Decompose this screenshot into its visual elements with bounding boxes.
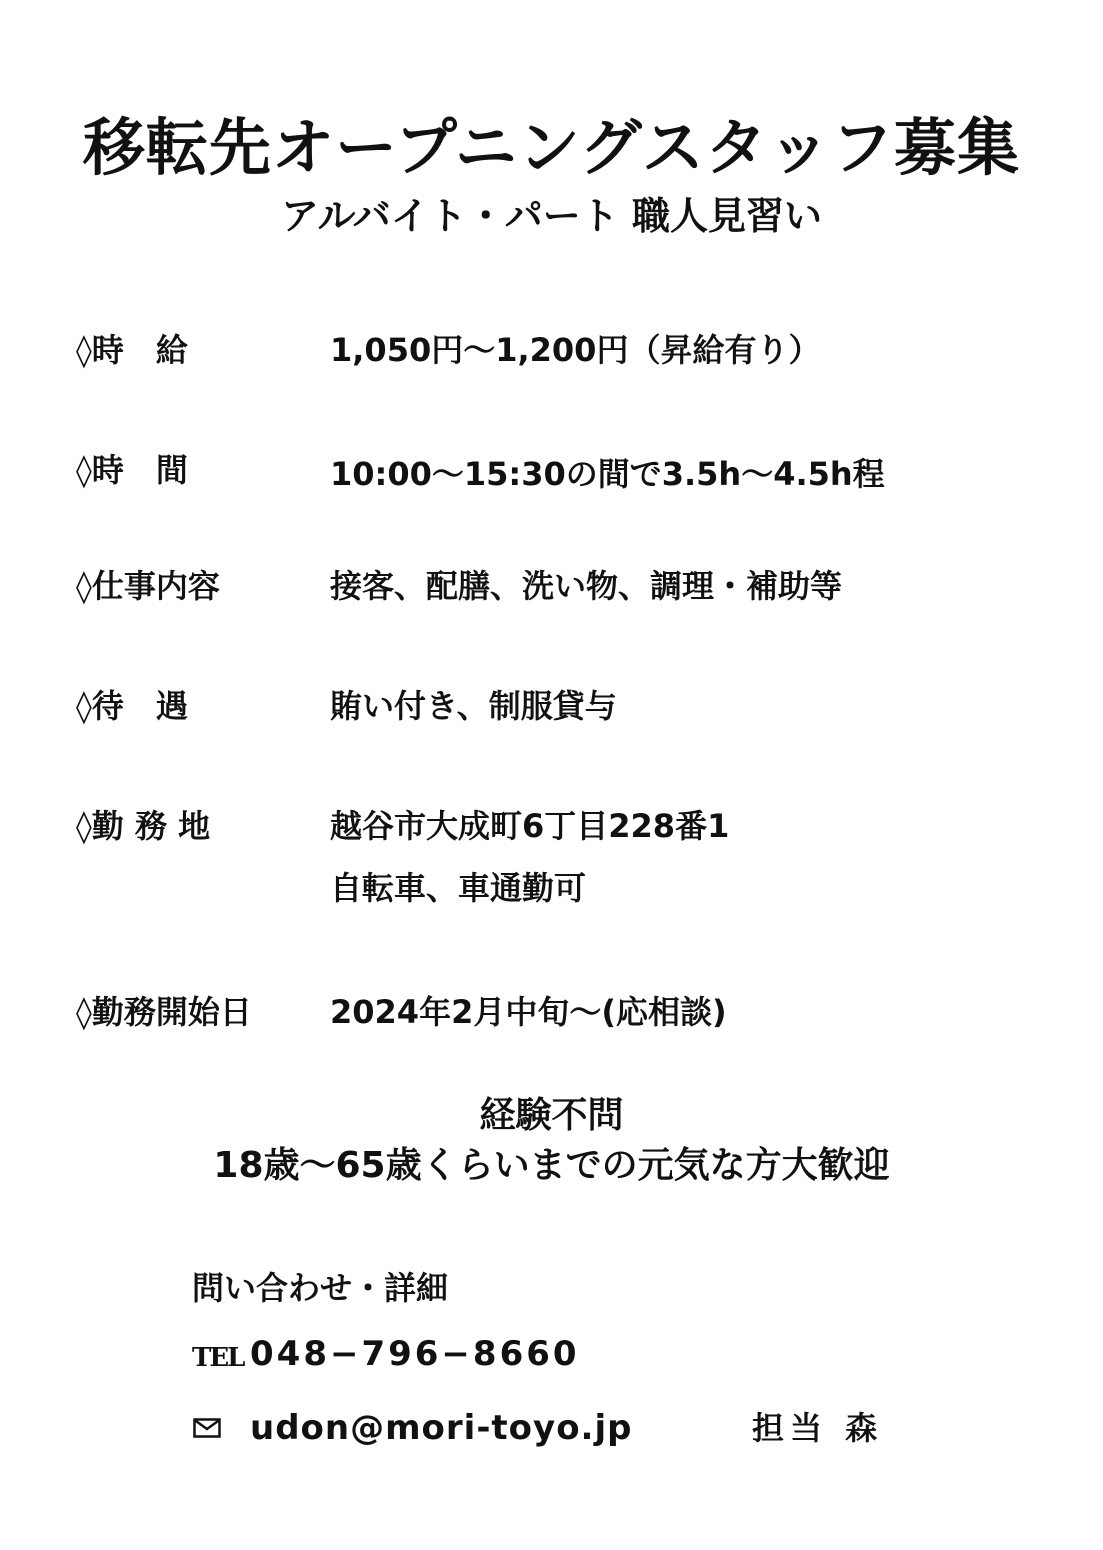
- notice-age-range: 18歳～65歳くらいまでの元気な方大歓迎: [213, 1145, 890, 1186]
- detail-value-hours: 10:00～15:30の間で3.5h～4.5h程: [330, 455, 885, 493]
- detail-value-commute: 自転車、車通勤可: [330, 869, 587, 907]
- detail-label-hours: ◊時 間: [76, 451, 188, 489]
- detail-label-start-date: ◊勤務開始日: [76, 993, 252, 1031]
- contact-heading: 問い合わせ・詳細: [192, 1269, 449, 1307]
- detail-label-benefits: ◊待 遇: [76, 687, 188, 725]
- detail-value-wage: 1,050円～1,200円（昇給有り）: [330, 331, 821, 369]
- phone-number: 048−796−8660: [250, 1334, 580, 1374]
- notice-no-experience: 経験不問: [479, 1095, 624, 1136]
- detail-label-location: ◊勤 務 地: [76, 807, 211, 845]
- detail-value-address: 越谷市大成町6丁目228番1: [330, 807, 730, 845]
- detail-label-job-content: ◊仕事内容: [76, 567, 220, 605]
- detail-value-benefits: 賄い付き、制服貸与: [330, 687, 617, 725]
- contact-person: 担当 森: [752, 1409, 884, 1447]
- detail-value-job-content: 接客、配膳、洗い物、調理・補助等: [330, 567, 843, 605]
- poster-title: 移転先オープニングスタッフ募集: [83, 111, 1020, 184]
- detail-label-wage: ◊時 給: [76, 331, 188, 369]
- envelope-icon: [193, 1418, 221, 1438]
- phone-icon: TEL: [192, 1343, 244, 1373]
- email-address: udon@mori-toyo.jp: [250, 1408, 633, 1448]
- detail-value-start-date: 2024年2月中旬～(応相談): [330, 993, 727, 1031]
- poster-subtitle: アルバイト・パート 職人見習い: [280, 194, 823, 238]
